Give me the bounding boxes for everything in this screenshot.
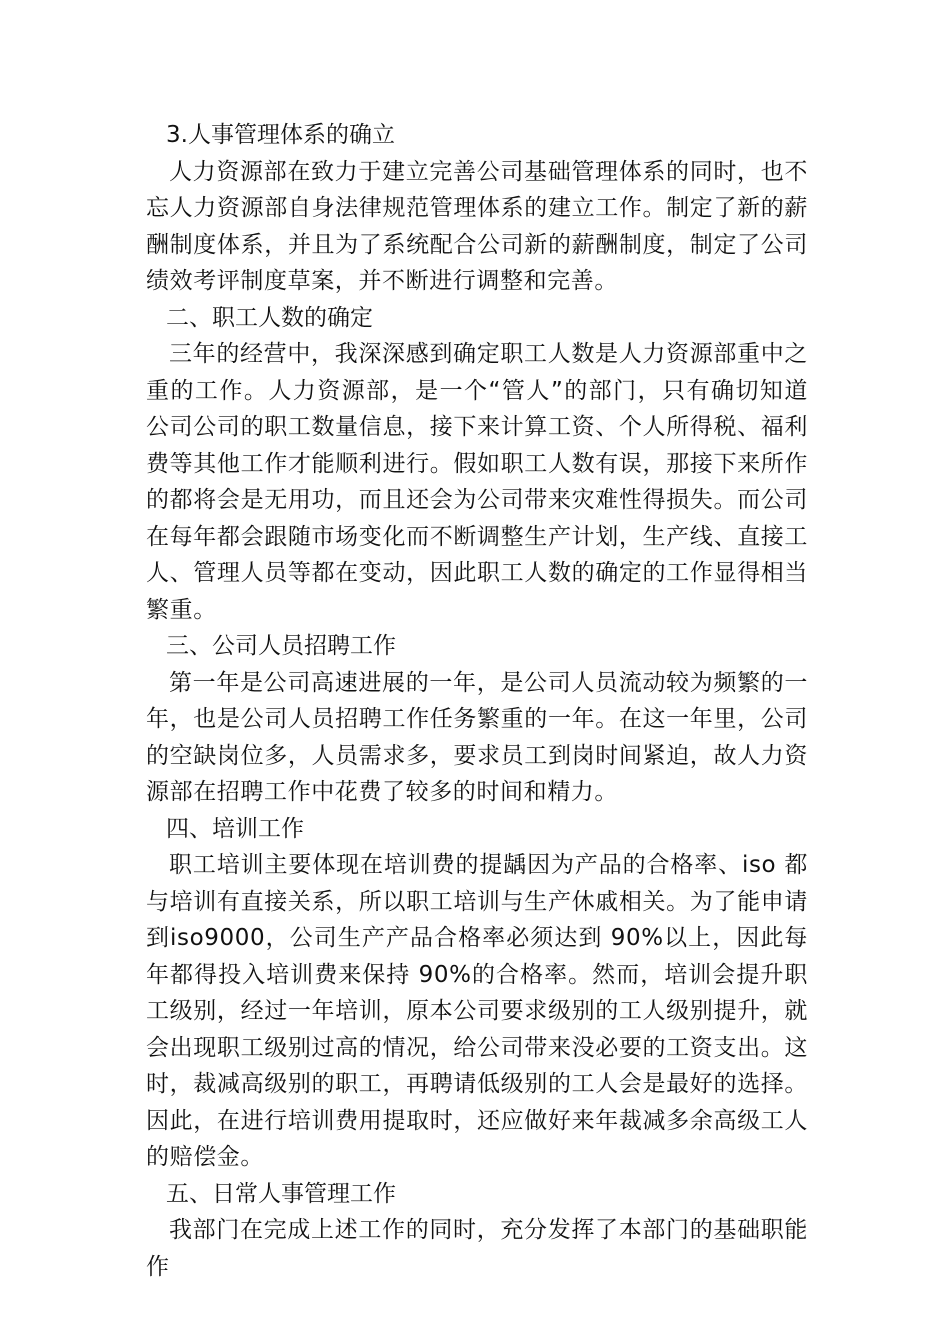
section-heading: 二、职工人数的确定 [166, 304, 373, 331]
section-paragraph: 我部门在完成上述工作的同时，充分发挥了本部门的基础职能作 [146, 1217, 808, 1280]
section-heading: 五、日常人事管理工作 [166, 1180, 396, 1207]
document-body [146, 117, 808, 1285]
section-paragraph: 职工培训主要体现在培训费的提龋因为产品的合格率、iso 都与培训有直接关系，所以职工培训与生产休戚相关。为了能申请到iso9000，公司生产产品合格率必须达到 90%以上，因此每年都得投入培训费来保持 90%的合格率。然而，培训会提升职工级别，经过一年培训，原本公司要求级别的工人级别提升，就会出现职工级别过高的情况，给公司带来没必要的工资支出。这时，裁减高级别的职工，再聘请低级别的工人会是最好的选择。因此，在进行培训费用提取时，还应做好来年裁减多余高级工人的赔偿金。 [146, 852, 808, 1170]
section-paragraph: 人力资源部在致力于建立完善公司基础管理体系的同时，也不忘人力资源部自身法律规范管理体系的建立工作。制定了新的薪酬制度体系，并且为了系统配合公司新的薪酬制度，制定了公司绩效考评制度草案，并不断进行调整和完善。 [146, 158, 808, 294]
section-paragraph: 第一年是公司高速进展的一年，是公司人员流动较为频繁的一年，也是公司人员招聘工作任务繁重的一年。在这一年里，公司的空缺岗位多，人员需求多，要求员工到岗时间紧迫，故人力资源部在招聘工作中花费了较多的时间和精力。 [146, 669, 808, 805]
section-heading: 三、公司人员招聘工作 [166, 633, 396, 659]
section-heading: 3.人事管理体系的确立 [166, 122, 395, 148]
section-heading: 四、培训工作 [166, 815, 304, 842]
section-paragraph: 三年的经营中，我深深感到确定职工人数是人力资源部重中之重的工作。人力资源部，是一个“管人”的部门，只有确切知道公司公司的职工数量信息，接下来计算工资、个人所得税、福利费等其他工作才能顺利进行。假如职工人数有误，那接下来所作的都将会是无用功，而且还会为公司带来灾难性得损失。而公司在每年都会跟随市场变化而不断调整生产计划，生产线、直接工人、管理人员等都在变动，因此职工人数的确定的工作显得相当繁重。 [146, 341, 808, 623]
